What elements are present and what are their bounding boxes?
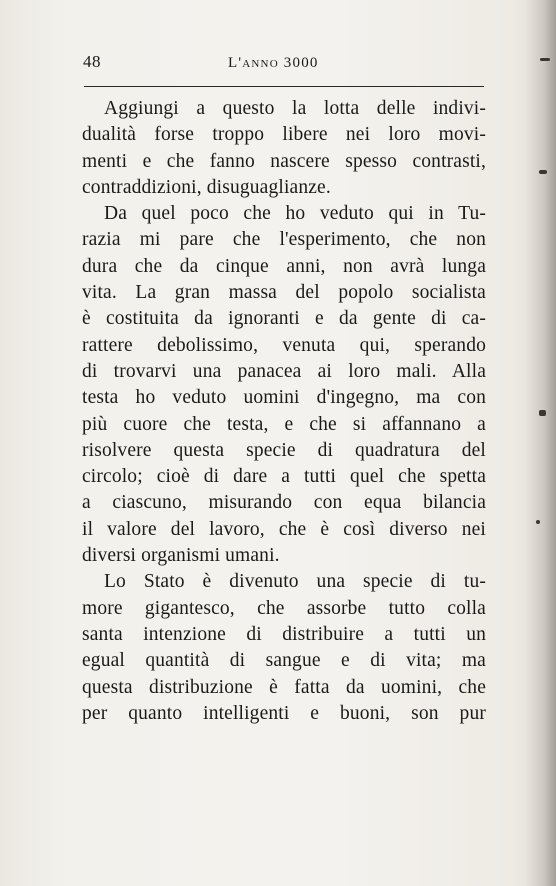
text-line: Aggiungi a questo la lotta delle indivi- bbox=[104, 98, 486, 119]
text-line: il valore del lavoro, che è così diverso nei bbox=[82, 518, 486, 540]
text-line: vita. La gran massa del popolo socialista bbox=[82, 282, 486, 304]
text-line: dualità forse troppo libere nei loro movi- bbox=[82, 124, 486, 146]
header-rule bbox=[84, 86, 484, 87]
text-line: menti e che fanno nascere spesso contrasti, bbox=[82, 150, 486, 172]
page-number: 48 bbox=[83, 52, 101, 71]
edge-speck bbox=[536, 520, 540, 524]
text-line: per quanto intelligenti e buoni, son pur bbox=[82, 702, 486, 724]
text-line: a ciascuno, misurando con equa bilancia bbox=[82, 492, 486, 514]
running-title: L'anno 3000 bbox=[228, 55, 319, 71]
text-line: diversi organismi umani. bbox=[82, 545, 280, 567]
edge-speck bbox=[540, 58, 550, 61]
text-line: Da quel poco che ho veduto qui in Tu- bbox=[104, 203, 486, 225]
text-line: razia mi pare che l'esperimento, che non bbox=[82, 229, 486, 251]
text-line: circolo; cioè di dare a tutti quel che spetta bbox=[82, 466, 486, 488]
text-line: dura che da cinque anni, non avrà lunga bbox=[82, 255, 486, 277]
text-line: di trovarvi una panacea ai loro mali. Alla bbox=[82, 360, 486, 382]
text-line: santa intenzione di distribuire a tutti un bbox=[82, 623, 486, 645]
text-line: rattere debolissimo, venuta qui, sperando bbox=[82, 334, 486, 356]
text-line: testa ho veduto uomini d'ingegno, ma con bbox=[82, 387, 486, 409]
text-line: more gigantesco, che assorbe tutto colla bbox=[82, 597, 486, 619]
body-text bbox=[82, 96, 486, 727]
text-line: contraddizioni, disuguaglianze. bbox=[82, 176, 331, 198]
page-header bbox=[83, 52, 483, 76]
edge-speck bbox=[539, 410, 546, 416]
edge-speck bbox=[539, 170, 547, 174]
text-line: è costituita da ignoranti e da gente di ca- bbox=[82, 308, 486, 330]
text-line: questa distribuzione è fatta da uomini, che bbox=[82, 676, 486, 698]
page-edge-shadow bbox=[526, 0, 556, 886]
text-line: più cuore che testa, e che si affannano a bbox=[82, 413, 486, 435]
text-line: egual quantità di sangue e di vita; ma bbox=[82, 650, 486, 672]
text-line: risolvere questa specie di quadratura del bbox=[82, 439, 486, 461]
text-line: Lo Stato è divenuto una specie di tu- bbox=[104, 571, 486, 593]
